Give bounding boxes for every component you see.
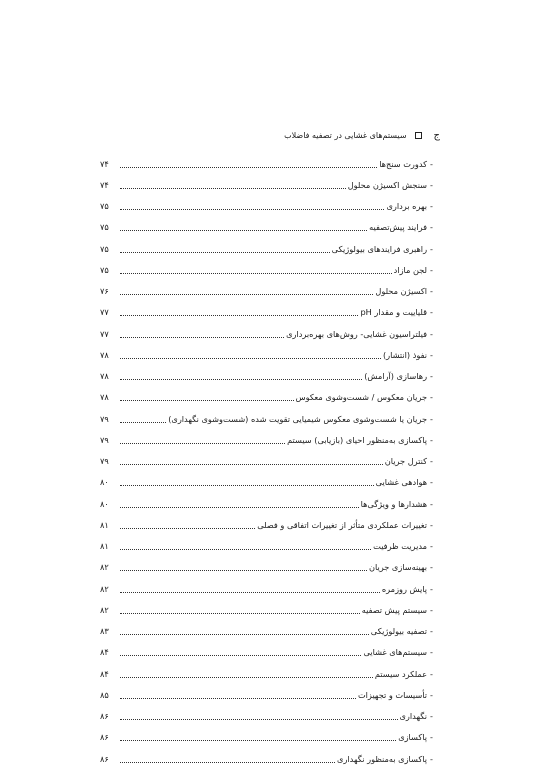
bullet-dash-icon: - [430,498,433,509]
bullet-dash-icon: - [430,349,433,360]
toc-entry-label: جریان معکوس / شست‌وشوی معکوس [295,392,428,403]
bullet-dash-icon: - [430,753,433,764]
bullet-dash-icon: - [430,562,433,573]
toc-entry-label: پاکسازی به‌منظور احیای (بازیابی) سیستم [287,434,428,445]
toc-entry[interactable] [100,238,433,259]
toc-entry-page: ۸۰ [100,498,109,509]
toc-entry[interactable] [100,621,433,642]
toc-entry-page: ۷۹ [100,456,109,467]
dot-leader [120,421,166,423]
toc-entry[interactable] [100,493,433,514]
dot-leader [120,314,358,316]
toc-entry[interactable] [100,196,433,217]
toc-entry-page: ۷۸ [100,371,109,382]
toc-entry-page: ۸۲ [100,604,109,615]
toc-entry-page: ۸۴ [100,647,109,658]
bullet-dash-icon: - [430,371,433,382]
toc-entry[interactable] [100,344,433,365]
toc-entry-page: ۷۵ [100,222,109,233]
toc-entry-page: ۷۵ [100,201,109,212]
toc-entry[interactable] [100,578,433,599]
toc-entry[interactable] [100,684,433,705]
toc-entry-label: پایش روزمره [381,583,428,594]
toc-entry-label: بهره برداری [386,201,428,212]
bullet-dash-icon: - [430,392,433,403]
bullet-dash-icon: - [430,583,433,594]
bullet-dash-icon: - [430,689,433,700]
toc-entry-label: قلیاییت و مقدار pH [360,307,428,318]
toc-entry-page: ۸۵ [100,689,109,700]
bullet-dash-icon: - [430,711,433,722]
page-letter: ج [433,129,440,141]
toc-entry-label: رهاسازی (آرامش) [364,371,428,382]
dot-leader [120,399,294,401]
dot-leader [120,633,369,635]
dot-leader [120,548,371,550]
toc-entry-label: تأسیسات و تجهیزات [357,689,428,700]
toc-entry-page: ۸۰ [100,477,109,488]
dot-leader [120,229,367,231]
bullet-dash-icon: - [430,604,433,615]
dot-leader [120,336,284,338]
book-title: سیستم‌های غشایی در تصفیه فاضلاب [284,130,407,140]
toc-entry[interactable] [100,281,433,302]
toc-entry-label: هشدارها و ویژگی‌ها [360,498,428,509]
toc-entry-label: پاکسازی [398,732,428,743]
toc-entry-page: ۸۱ [100,519,109,530]
dot-leader [120,718,398,720]
toc-entry[interactable] [100,259,433,280]
toc-entry-page: ۷۹ [100,413,109,424]
dot-leader [120,612,360,614]
bullet-dash-icon: - [430,158,433,169]
toc-entry-label: سیستم پیش تصفیه [361,604,428,615]
toc-entry-label: فرایند پیش‌تصفیه [369,222,428,233]
running-header [100,126,440,144]
toc-entry-page: ۸۲ [100,583,109,594]
bullet-dash-icon: - [430,647,433,658]
bullet-dash-icon: - [430,307,433,318]
toc-entry-label: تصفیه بیولوژیکی [370,626,428,637]
bullet-dash-icon: - [430,668,433,679]
toc-entry-label: اکسیژن محلول [375,286,428,297]
toc-entry[interactable] [100,323,433,344]
toc-entry[interactable] [100,366,433,387]
toc-entry[interactable] [100,387,433,408]
toc-entry[interactable] [100,663,433,684]
bullet-dash-icon: - [430,413,433,424]
bullet-dash-icon: - [430,328,433,339]
toc-entry-page: ۸۶ [100,732,109,743]
bullet-dash-icon: - [430,201,433,212]
toc-entry-page: ۸۶ [100,711,109,722]
bullet-dash-icon: - [430,477,433,488]
bullet-dash-icon: - [430,626,433,637]
table-of-contents [100,153,433,769]
dot-leader [120,272,392,274]
bullet-dash-icon: - [430,222,433,233]
toc-entry-page: ۷۵ [100,243,109,254]
dot-leader [120,527,255,529]
toc-entry[interactable] [100,451,433,472]
toc-entry-label: فیلتراسیون غشایی- روش‌های بهره‌برداری [286,328,428,339]
dot-leader [120,484,374,486]
dot-leader [120,569,367,571]
toc-entry-label: بهینه‌سازی جریان [368,562,428,573]
toc-entry-label: هوادهی غشایی [375,477,428,488]
dot-leader [120,293,373,295]
dot-leader [120,654,361,656]
toc-entry-label: کنترل جریان [384,456,428,467]
toc-entry-page: ۸۶ [100,753,109,764]
toc-entry-label: سنجش اکسیژن محلول [347,179,428,190]
toc-entry-label: نفوذ (انتشار) [382,349,428,360]
toc-entry[interactable] [100,599,433,620]
square-icon [415,132,422,139]
toc-entry-page: ۸۳ [100,626,109,637]
toc-entry-label: سیستم‌های غشایی [363,647,428,658]
dot-leader [120,378,362,380]
dot-leader [120,208,384,210]
toc-entry-page: ۷۷ [100,307,109,318]
toc-entry-label: راهبری فرایندهای بیولوژیکی [331,243,428,254]
toc-entry-page: ۸۱ [100,541,109,552]
toc-entry-label: مدیریت ظرفیت [373,541,428,552]
toc-entry-label: جریان یا شست‌وشوی معکوس شیمیایی تقویت شده (شست‌وشوی نگهداری) [168,413,428,424]
bullet-dash-icon: - [430,519,433,530]
dot-leader [120,357,381,359]
toc-entry-page: ۸۲ [100,562,109,573]
toc-entry[interactable] [100,472,433,493]
bullet-dash-icon: - [430,541,433,552]
toc-entry[interactable] [100,748,433,769]
toc-entry-label: عملکرد سیستم [374,668,428,679]
toc-entry[interactable] [100,557,433,578]
dot-leader [120,463,383,465]
toc-entry-label: پاکسازی به‌منظور نگهداری [337,753,428,764]
toc-entry-page: ۷۶ [100,286,109,297]
toc-entry-page: ۷۹ [100,434,109,445]
bullet-dash-icon: - [430,243,433,254]
toc-entry[interactable] [100,514,433,535]
toc-entry[interactable] [100,429,433,450]
dot-leader [120,251,330,253]
toc-entry-label: کدورت سنج‌ها [379,158,428,169]
toc-entry[interactable] [100,642,433,663]
dot-leader [120,739,396,741]
dot-leader [120,442,285,444]
toc-entry-page: ۷۴ [100,158,109,169]
toc-entry[interactable] [100,302,433,323]
dot-leader [120,506,359,508]
dot-leader [120,761,335,763]
toc-entry[interactable] [100,153,433,174]
bullet-dash-icon: - [430,732,433,743]
toc-entry[interactable] [100,408,433,429]
bullet-dash-icon: - [430,286,433,297]
dot-leader [120,591,380,593]
toc-entry-label: لجن مازاد [393,264,428,275]
toc-entry-page: ۷۸ [100,392,109,403]
dot-leader [120,676,373,678]
bullet-dash-icon: - [430,179,433,190]
bullet-dash-icon: - [430,456,433,467]
bullet-dash-icon: - [430,264,433,275]
dot-leader [120,166,377,168]
toc-entry[interactable] [100,174,433,195]
toc-entry[interactable] [100,706,433,727]
dot-leader [120,187,346,189]
toc-entry[interactable] [100,536,433,557]
bullet-dash-icon: - [430,434,433,445]
toc-entry-page: ۷۸ [100,349,109,360]
toc-entry-page: ۷۴ [100,179,109,190]
toc-entry-page: ۷۵ [100,264,109,275]
toc-entry-page: ۷۷ [100,328,109,339]
dot-leader [120,697,356,699]
toc-entry-page: ۸۴ [100,668,109,679]
toc-entry[interactable] [100,727,433,748]
toc-entry-label: نگهداری [399,711,428,722]
toc-entry-label: تغییرات عملکردی متأثر از تغییرات اتفاقی و فصلی [257,519,428,530]
toc-entry[interactable] [100,217,433,238]
